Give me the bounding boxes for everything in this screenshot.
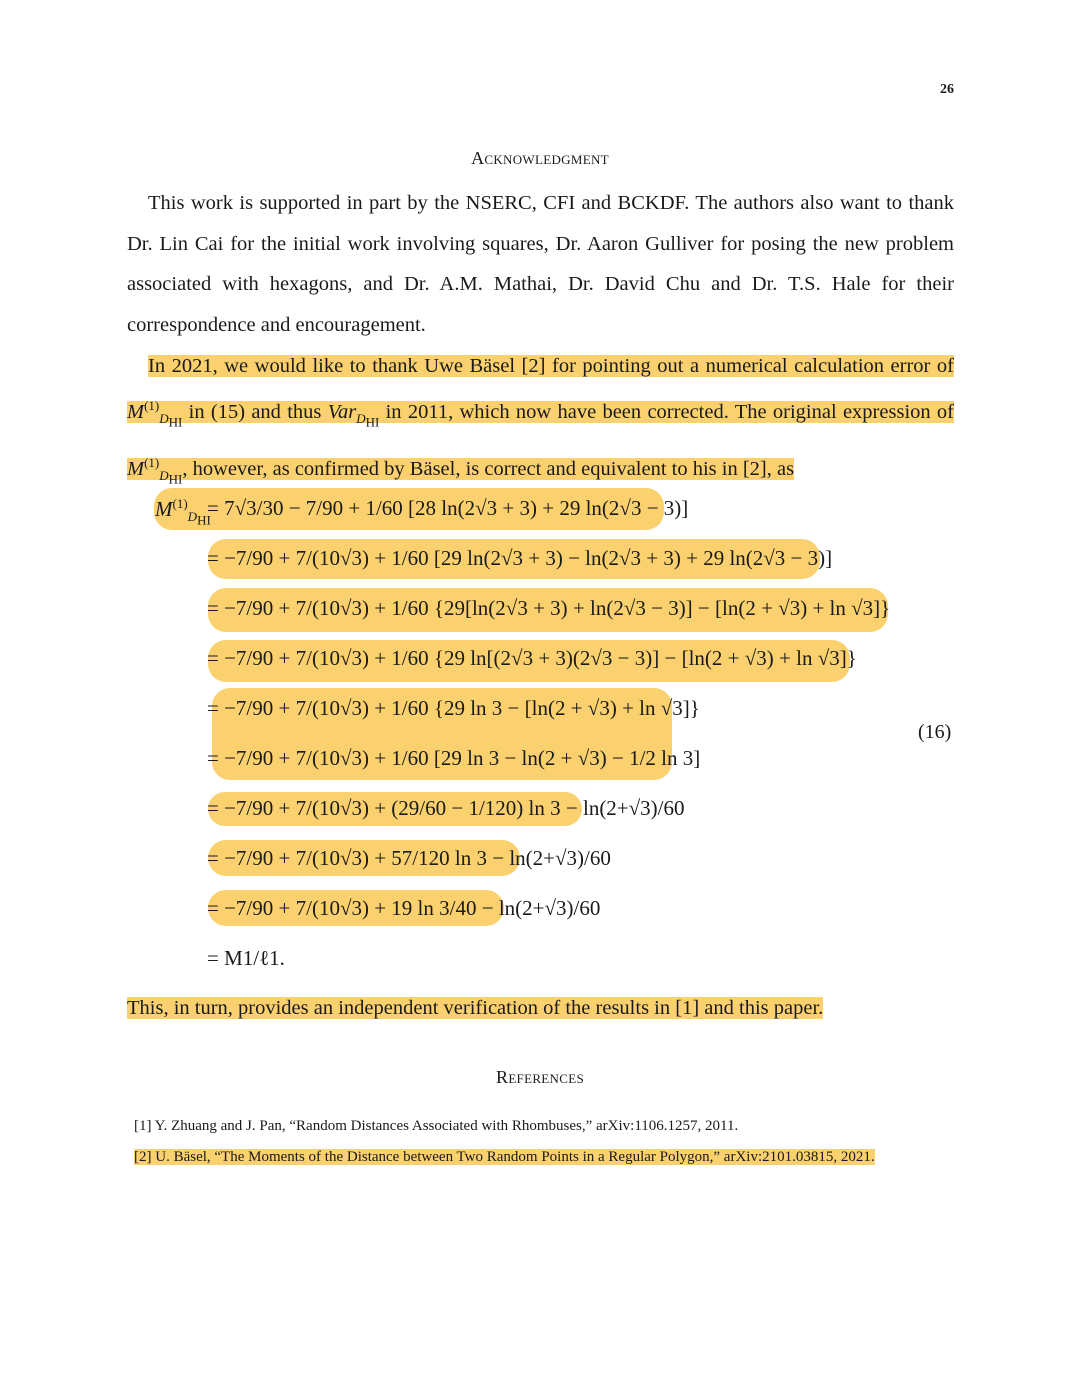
equation-line: = M1/ℓ1. bbox=[207, 946, 285, 970]
verification-paragraph bbox=[127, 988, 954, 1029]
page-number: 26 bbox=[940, 82, 954, 97]
math-sup: (1) bbox=[144, 455, 160, 471]
math-sub-H: HI bbox=[168, 472, 183, 488]
text-span: In 2021, we would like to thank Uwe Bäsel [2] for pointing out a numerical calculation error of bbox=[148, 355, 954, 377]
equation-line: = −7/90 + 7/(10√3) + 19 ln 3/40 − ln(2+√3)/60 bbox=[207, 896, 601, 920]
paragraph-text: This work is supported in part by the NSERC, CFI and BCKDF. The authors also want to thank Dr. Lin Cai for the initial work involving squares, Dr. Aaron Gulliver for posing the new problem associated with hexagons, and Dr. A.M. Mathai, Dr. David Chu and Dr. T.S. Hale for their correspondence and encouragement. bbox=[127, 192, 954, 336]
text-span: in 2011, which now have been corrected. The original expression of bbox=[379, 401, 955, 424]
equation-line: = 7√3/30 − 7/90 + 1/60 [28 ln(2√3 + 3) + 29 ln(2√3 − 3)] bbox=[207, 496, 689, 520]
math-sub-D: D bbox=[159, 468, 169, 484]
references-heading: References bbox=[496, 1067, 584, 1087]
reference-item: [1] Y. Zhuang and J. Pan, “Random Distances Associated with Rhombuses,” arXiv:1106.1257, 2011. bbox=[134, 1118, 739, 1134]
math-sub-H: HI bbox=[197, 512, 211, 528]
math-var: Var bbox=[327, 401, 357, 424]
equation-line: = −7/90 + 7/(10√3) + 1/60 [29 ln 3 − ln(2 + √3) − 1/2 ln 3] bbox=[207, 746, 701, 770]
equation-lhs bbox=[155, 496, 211, 529]
math-M: M bbox=[127, 401, 145, 424]
equation-line: = −7/90 + 7/(10√3) + 1/60 {29 ln 3 − [ln(2 + √3) + ln √3]} bbox=[207, 696, 700, 720]
equation-line: = −7/90 + 7/(10√3) + (29/60 − 1/120) ln 3 − ln(2+√3)/60 bbox=[207, 796, 685, 820]
equation-line: = −7/90 + 7/(10√3) + 57/120 ln 3 − ln(2+√3)/60 bbox=[207, 846, 611, 870]
text-span: [2] U. Bäsel, “The Moments of the Distance between Two Random Points in a Regular Polygon,” arXiv:2101.03815, 2021. bbox=[134, 1149, 875, 1165]
equation-number: (16) bbox=[918, 721, 952, 743]
equation-line: = −7/90 + 7/(10√3) + 1/60 {29 ln[(2√3 + 3)(2√3 − 3)] − [ln(2 + √3) + ln √3]} bbox=[207, 646, 857, 670]
math-sub-H: HI bbox=[365, 415, 380, 431]
math-sub-D: D bbox=[187, 509, 198, 525]
math-M: M bbox=[127, 458, 145, 481]
reference-item bbox=[134, 1147, 954, 1167]
text-span: This, in turn, provides an independent verification of the results in [1] and this paper. bbox=[127, 997, 824, 1019]
text-span: in (15) and thus bbox=[182, 401, 328, 424]
math-sub-D: D bbox=[159, 411, 169, 427]
math-M: M bbox=[155, 497, 173, 521]
math-sub-H: HI bbox=[168, 415, 183, 431]
math-sup: (1) bbox=[172, 496, 188, 511]
equation-line: = −7/90 + 7/(10√3) + 1/60 {29[ln(2√3 + 3) + ln(2√3 − 3)] − [ln(2 + √3) + ln √3]} bbox=[207, 596, 891, 620]
math-sub-D: D bbox=[356, 411, 366, 427]
acknowledgment-heading: Acknowledgment bbox=[471, 148, 609, 168]
math-sup: (1) bbox=[144, 398, 160, 414]
paragraph-text bbox=[127, 988, 954, 1029]
text-span: , however, as confirmed by Bäsel, is correct and equivalent to his in [2], as bbox=[182, 458, 795, 481]
equation-line: = −7/90 + 7/(10√3) + 1/60 [29 ln(2√3 + 3) − ln(2√3 + 3) + 29 ln(2√3 − 3)] bbox=[207, 546, 833, 570]
